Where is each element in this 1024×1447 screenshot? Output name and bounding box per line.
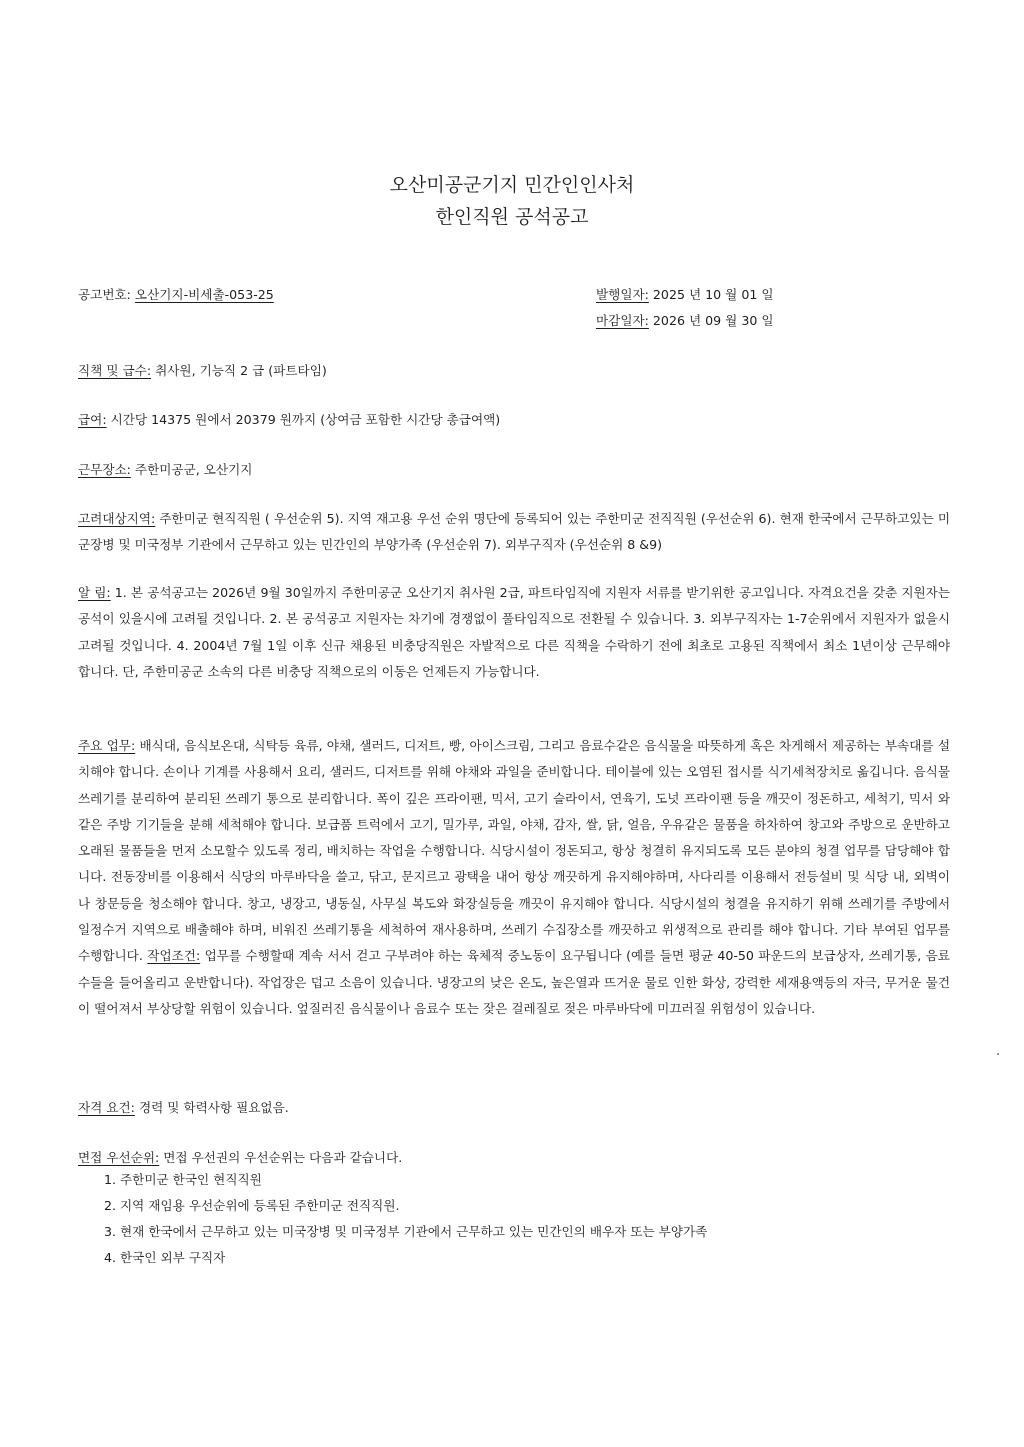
work-conditions-text: 업무를 수행할때 계속 서서 걷고 구부려야 하는 육체적 중노동이 요구됩니다 (예를 들면 평균 40-50 파운드의 보급상자, 쓰레기통, 음료수들을 들어올리고 운반합니다). 작업장은 덥고 소음이 있습니다. 냉장고의 낮은 온도, 높은열과 뜨거운 물로 인한 화상, 강력한 세재용액등의 자극, 무거운 물건이 떨어져서 부상당할 위험이 있습니다. 엎질러진 음식물이나 음료수 또는 잦은 걸레질로 젖은 마루바닥에 미끄러질 위험성이 있습니다. <box>78 948 950 1016</box>
priority-item: 3. 현재 한국에서 근무하고 있는 미국장병 및 미국정부 기관에서 근무하고 있는 민간인의 배우자 또는 부양가족 <box>104 1224 708 1239</box>
consideration-area-paragraph <box>78 506 950 559</box>
consideration-area-label: 고려대상지역: <box>78 511 156 526</box>
announcement-number-row <box>78 284 274 303</box>
duties-label: 주요 업무: <box>78 738 136 753</box>
announcement-title: 한인직원 공석공고 <box>435 206 589 228</box>
deadline-row <box>596 310 774 329</box>
announcement-number-label: 공고번호: <box>78 287 131 302</box>
position-row <box>78 360 327 379</box>
interview-priority-row <box>78 1147 402 1166</box>
announcement-number-value: 오산기지-비세출-053-25 <box>134 287 274 302</box>
notes-paragraph <box>78 580 950 685</box>
duties-paragraph <box>78 733 950 1022</box>
deadline-value: 2026 년 09 월 30 일 <box>652 313 774 328</box>
salary-label: 급여: <box>78 412 107 427</box>
location-label: 근무장소: <box>78 462 131 477</box>
priority-item: 1. 주한미군 한국인 현직직원 <box>104 1172 262 1187</box>
issue-date-row <box>596 284 774 303</box>
notes-text: 1. 본 공석공고는 2026년 9월 30일까지 주한미공군 오산기지 취사원 2급, 파트타임직에 지원자 서류를 받기위한 공고입니다. 자격요건을 갖춘 지원자는 공석이 있을시에 고려될 것입니다. 2. 본 공석공고 지원자는 차기에 경쟁없이 풀타임직으로 전환될 수 있습니다. 3. 외부구직자는 1-7순위에서 지원자가 없을시 고려될 것입니다. 4. 2004년 7월 1일 이후 신규 채용된 비충당직원은 자발적으로 다른 직책을 수락하기 전에 최초로 고용된 직책에서 최소 1년이상 근무해야 합니다. 단, 주한미공군 소속의 다른 비충당 직책으로의 이동은 언제든지 가능합니다. <box>78 585 950 679</box>
location-value: 주한미공군, 오산기지 <box>134 462 253 477</box>
position-label: 직책 및 급수: <box>78 363 152 378</box>
work-conditions-label: 작업조건: <box>147 948 201 964</box>
salary-value: 시간당 14375 원에서 20379 원까지 (상여금 포함한 시간당 총급여액) <box>110 412 501 427</box>
priority-item: 4. 한국인 외부 구직자 <box>104 1250 226 1265</box>
position-value: 취사원, 기능직 2 급 (파트타임) <box>155 363 327 378</box>
interview-priority-label: 면접 우선순위: <box>78 1150 160 1165</box>
scan-speck <box>997 1053 999 1055</box>
interview-priority-value: 면접 우선권의 우선순위는 다음과 같습니다. <box>163 1150 403 1165</box>
duties-text: 배식대, 음식보온대, 식탁등 육류, 야채, 샐러드, 디저트, 빵, 아이스크림, 그리고 음료수같은 음식물을 따뜻하게 혹은 차게해서 제공하는 부속대를 설치해야 합니다. 손이나 기계를 사용해서 요리, 샐러드, 디저트를 위해 야채와 과일을 준비합니다. 테이블에 있는 오염된 접시를 식기세척장치로 옮깁니다. 음식물 쓰레기를 분리하여 분리된 쓰레기 통으로 분리합니다. 폭이 깊은 프라이팬, 믹서, 고기 슬라이서, 연육기, 도넛 프라이팬 등을 깨끗이 정돈하고, 세척기, 믹서 와 같은 주방 기기들을 분해 세척해야 합니다. 보급품 트럭에서 고기, 밀가루, 과일, 야채, 감자, 쌀, 닭, 얼음, 우유같은 물품을 하차하여 창고와 주방으로 운반하고 오래된 물품들을 먼저 소모할수 있도록 정리, 배치하는 작업을 수행합니다. 식당시설이 정돈되고, 항상 청결히 유지되도록 모든 분야의 청결 업무를 담당해야 합니다. 전동장비를 이용해서 식당의 마루바닥을 쓸고, 닦고, 문지르고 광택을 내어 항상 깨끗하게 유지해야하며, 사다리를 이용해서 전등설비 및 식당 내, 외벽이나 창문등을 청소해야 합니다. 창고, 냉장고, 냉동실, 사무실 복도와 화장실등을 깨끗이 유지해야 합니다. 식당시설의 청결을 유지하기 위해 쓰레기를 주방에서 일정수거 지역으로 배출해야 하며, 비워진 쓰레기통을 세척하여 재사용하며, 쓰레기 수집장소를 깨끗하고 위생적으로 관리를 해야 합니다. 기타 부여된 업무를 수행합니다. <box>78 738 950 964</box>
qualification-value: 경력 및 학력사항 필요없음. <box>138 1100 289 1115</box>
location-row <box>78 459 252 478</box>
qualification-label: 자격 요건: <box>78 1100 135 1115</box>
office-title: 오산미공군기지 민간인인사처 <box>389 174 635 196</box>
issue-date-value: 2025 년 10 월 01 일 <box>652 287 774 302</box>
priority-item: 2. 지역 재임용 우선순위에 등록된 주한미군 전직직원. <box>104 1198 400 1213</box>
issue-date-label: 발행일자: <box>596 287 649 302</box>
interview-priority-list <box>104 1167 707 1271</box>
qualification-row <box>78 1097 289 1116</box>
salary-row <box>78 409 500 428</box>
notes-label: 알 림: <box>78 585 111 600</box>
consideration-area-text: 주한미군 현직직원 ( 우선순위 5). 지역 재고용 우선 순위 명단에 등록되어 있는 주한미군 전직직원 (우선순위 6). 현재 한국에서 근무하고있는 미군장병 및 미국정부 기관에서 근무하고 있는 민간인의 부양가족 (우선순위 7). 외부구직자 (우선순위 8 &9) <box>78 511 950 553</box>
deadline-label: 마감일자: <box>596 313 649 328</box>
